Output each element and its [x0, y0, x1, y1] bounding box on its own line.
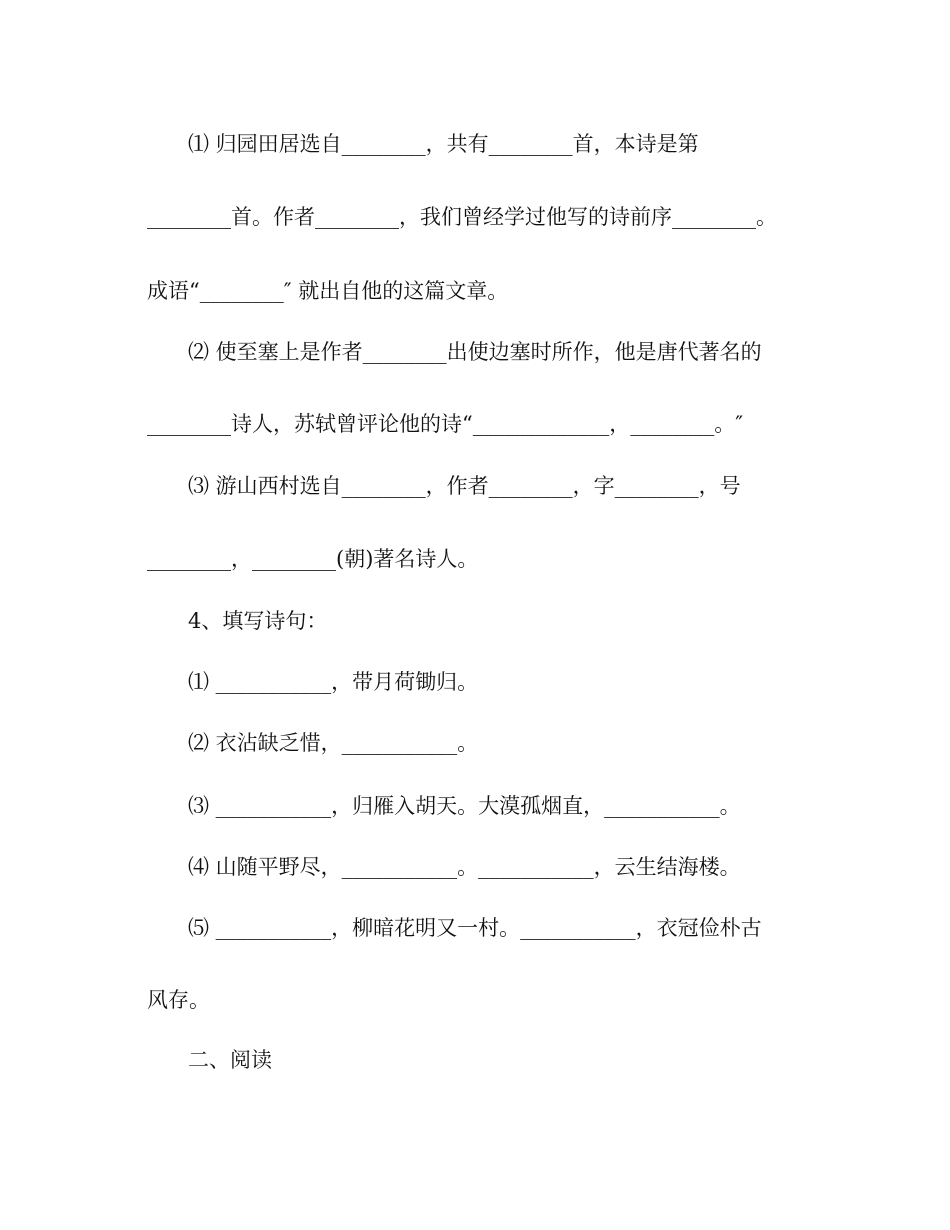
q3-1-line-2: ________首。作者________，我们曾经学过他写的诗前序________。 [147, 205, 777, 229]
section-4-heading: 4、填写诗句： [188, 609, 328, 633]
q3-2-line-1: ⑵ 使至塞上是作者________出使边塞时所作，他是唐代著名的 [188, 340, 762, 364]
q3-3-line-1: ⑶ 游山西村选自________，作者________，字________，号 [188, 474, 741, 498]
q4-5-line-1: ⑸ ___________，柳暗花明又一村。___________，衣冠俭朴古 [188, 916, 762, 940]
q3-1-line-3: 成语“________″ 就出自他的这篇文章。 [147, 279, 509, 303]
section-2-heading: 二、阅读 [188, 1048, 272, 1072]
q3-3-line-2: ________，________(朝)著名诗人。 [147, 547, 479, 571]
q4-2-line: ⑵ 衣沾缺乏惜，___________。 [188, 731, 479, 755]
q3-2-line-2: ________诗人，苏轼曾评论他的诗“_____________，________。″ [147, 412, 744, 436]
q4-1-line: ⑴ ___________，带月荷锄归。 [188, 670, 479, 694]
q3-1-line-1: ⑴ 归园田居选自________，共有________首，本诗是第 [188, 132, 699, 156]
q4-3-line: ⑶ ___________，归雁入胡天。大漠孤烟直，___________。 [188, 794, 741, 818]
q4-4-line: ⑷ 山随平野尽，___________。___________，云生结海楼。 [188, 855, 741, 879]
q4-5-line-2: 风存。 [147, 988, 210, 1012]
